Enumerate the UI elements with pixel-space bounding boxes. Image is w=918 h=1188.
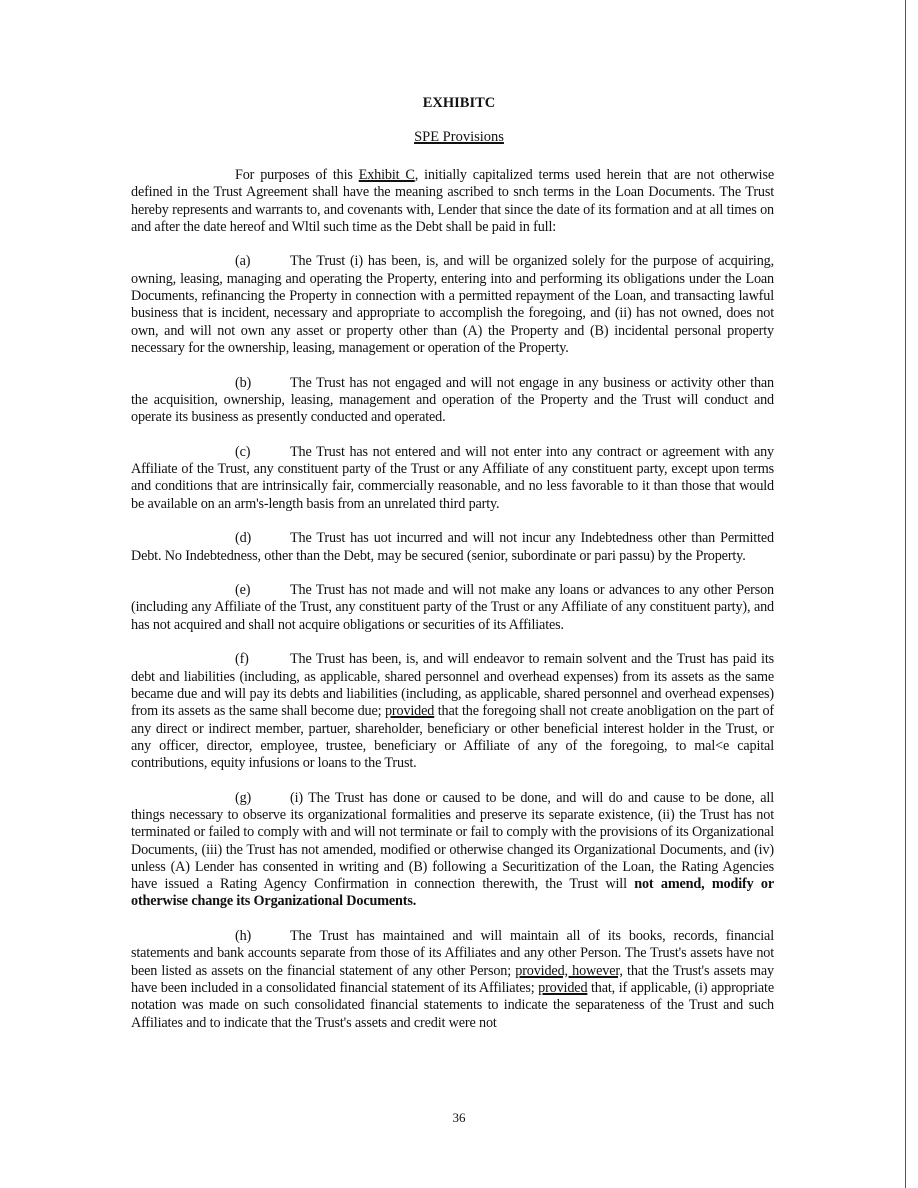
paragraph-label: (g) — [235, 789, 252, 806]
paragraph-f — [131, 651, 774, 772]
exhibit-reference: Exhibit C — [358, 167, 415, 183]
paragraph-label: (b) — [235, 374, 252, 391]
provided-term: provided — [384, 703, 435, 720]
paragraph-text: The Trust has maintained and will maintain all of its books, records, financial statements and bank accounts separate from those of its Affiliates and any other Person. The Trust's assets have not been listed as assets on the financial statement of any other Person; — [131, 928, 774, 979]
paragraph-b — [131, 375, 774, 427]
paragraph-label: (f) — [235, 651, 249, 668]
paragraph-label: (e) — [235, 582, 251, 599]
intro-paragraph — [131, 167, 774, 236]
bold-text: not amend, modify or otherwise change its Organizational Documents. — [131, 876, 775, 910]
paragraph-text: that the foregoing shall not create anobligation on the part of any direct or indirect member, partuer, shareholder, beneficiary or other beneficial interest holder in the Trust, or any officer, director, employee, trustee, beneficiary or Affiliate of any of the foregoing, to mal<e capital contributions, equity infusions or loans to the Trust. — [131, 703, 775, 772]
paragraph-e — [131, 582, 774, 634]
paragraph-text: The Trust (i) has been, is, and will be organized solely for the purpose of acquiring, owning, leasing, managing and operating the Property, entering into and performing its obligations under the Loan Documents, refinancing the Property in connection with a permitted repayment of the Loan, and transacting lawful business that is incident, necessary and appropriate to accomplish the foregoing, and (ii) has not owned, does not own, and will not own any asset or property other than (A) the Property and (B) incidental personal property necessary for the ownership, leasing, management or operation of the Property. — [131, 253, 774, 356]
paragraph-h — [131, 928, 774, 1032]
paragraph-text: The Trust has not engaged and will not engage in any business or activity other than the acquisition, ownership, leasing, management and operation of the Property and the Trust will conduct and operate its business as presently conducted and operated. — [131, 374, 774, 426]
paragraph-label: (c) — [235, 443, 251, 460]
paragraph-text: The Trust has uot incurred and will not incur any Indebtedness other than Permitted Debt. No Indebtedness, other than the Debt, may be secured (senior, subordinate or pari passu) by the Property. — [131, 530, 774, 564]
paragraph-text: The Trust has not made and will not make any loans or advances to any other Person (including any Affiliate of the Trust, any constituent party of the Trust or any Affiliate of any constituent party), and has not acquired and shall not acquire obligations or securities of its Affiliates. — [131, 582, 774, 633]
exhibit-title: EXHIBITC — [422, 95, 496, 111]
text: For purposes of this — [235, 167, 359, 183]
subtitle-text: SPE Provisions — [414, 129, 504, 145]
document-body — [131, 167, 774, 1049]
paragraph-text: that, if applicable, (i) appropriate notation was made on such consolidated financial statements to indicate the separateness of the Trust and such Affiliates and to indicate that the Trust's assets and credit were not — [131, 979, 774, 1031]
text: , initially capitalized terms used herein that are not otherwise defined in the Trust Agreement shall have the meaning ascribed to snch terms in the Loan Documents. The Trust hereby represents and warrants to, and covenants with, Lender that since the date of its formation and at all times on and after the date hereof and Wltil such time as the Debt shall be paid in full: — [131, 167, 774, 235]
page-number: 36 — [452, 1110, 466, 1125]
paragraph-g — [131, 790, 774, 911]
page-edge-line — [905, 0, 906, 1188]
provided-term: provided — [538, 979, 588, 996]
paragraph-d — [131, 530, 774, 565]
provided-however-term: provided, however, — [515, 962, 623, 979]
paragraph-a — [131, 253, 774, 357]
paragraph-label: (a) — [235, 253, 251, 270]
paragraph-c — [131, 444, 774, 513]
paragraph-text: The Trust has been, is, and will endeavor to remain solvent and the Trust has paid its debt and liabilities (including, as applicable, shared personnel and overhead expenses) from its assets as the same became due and will pay its debts and liabilities (including, as applicable, shared personnel and overhead expenses) from its assets as the same shall become due; — [131, 651, 774, 720]
paragraph-text: that the Trust's assets may have been included in a consolidated financial statement of its Affiliates; — [131, 962, 775, 996]
paragraph-text: (i) The Trust has done or caused to be done, and will do and cause to be done, all things necessary to observe its organizational formalities and preserve its separate existence, (ii) the Trust has not terminated or failed to comply with and will not terminate or fail to comply with the provisions of its Organizational Documents, (iii) the Trust has not amended, modified or otherwise changed its Organizational Documents, and (iv) unless (A) Lender has consented in writing and (B) following a Securitization of the Loan, the Rating Agencies have issued a Rating Agency Confirmation in connection therewith, the Trust will — [131, 789, 774, 893]
exhibit-subtitle — [0, 129, 918, 146]
paragraph-text: The Trust has not entered and will not enter into any contract or agreement with any Affiliate of the Trust, any constituent party of the Trust or any Affiliate of any constituent party, except upon terms and conditions that are intrinsically fair, commercially reasonable, and no less favorable to it than those that would be available on an arm's-length basis from an unrelated third party. — [131, 443, 774, 512]
paragraph-label: (h) — [235, 928, 252, 945]
paragraph-label: (d) — [235, 530, 252, 547]
